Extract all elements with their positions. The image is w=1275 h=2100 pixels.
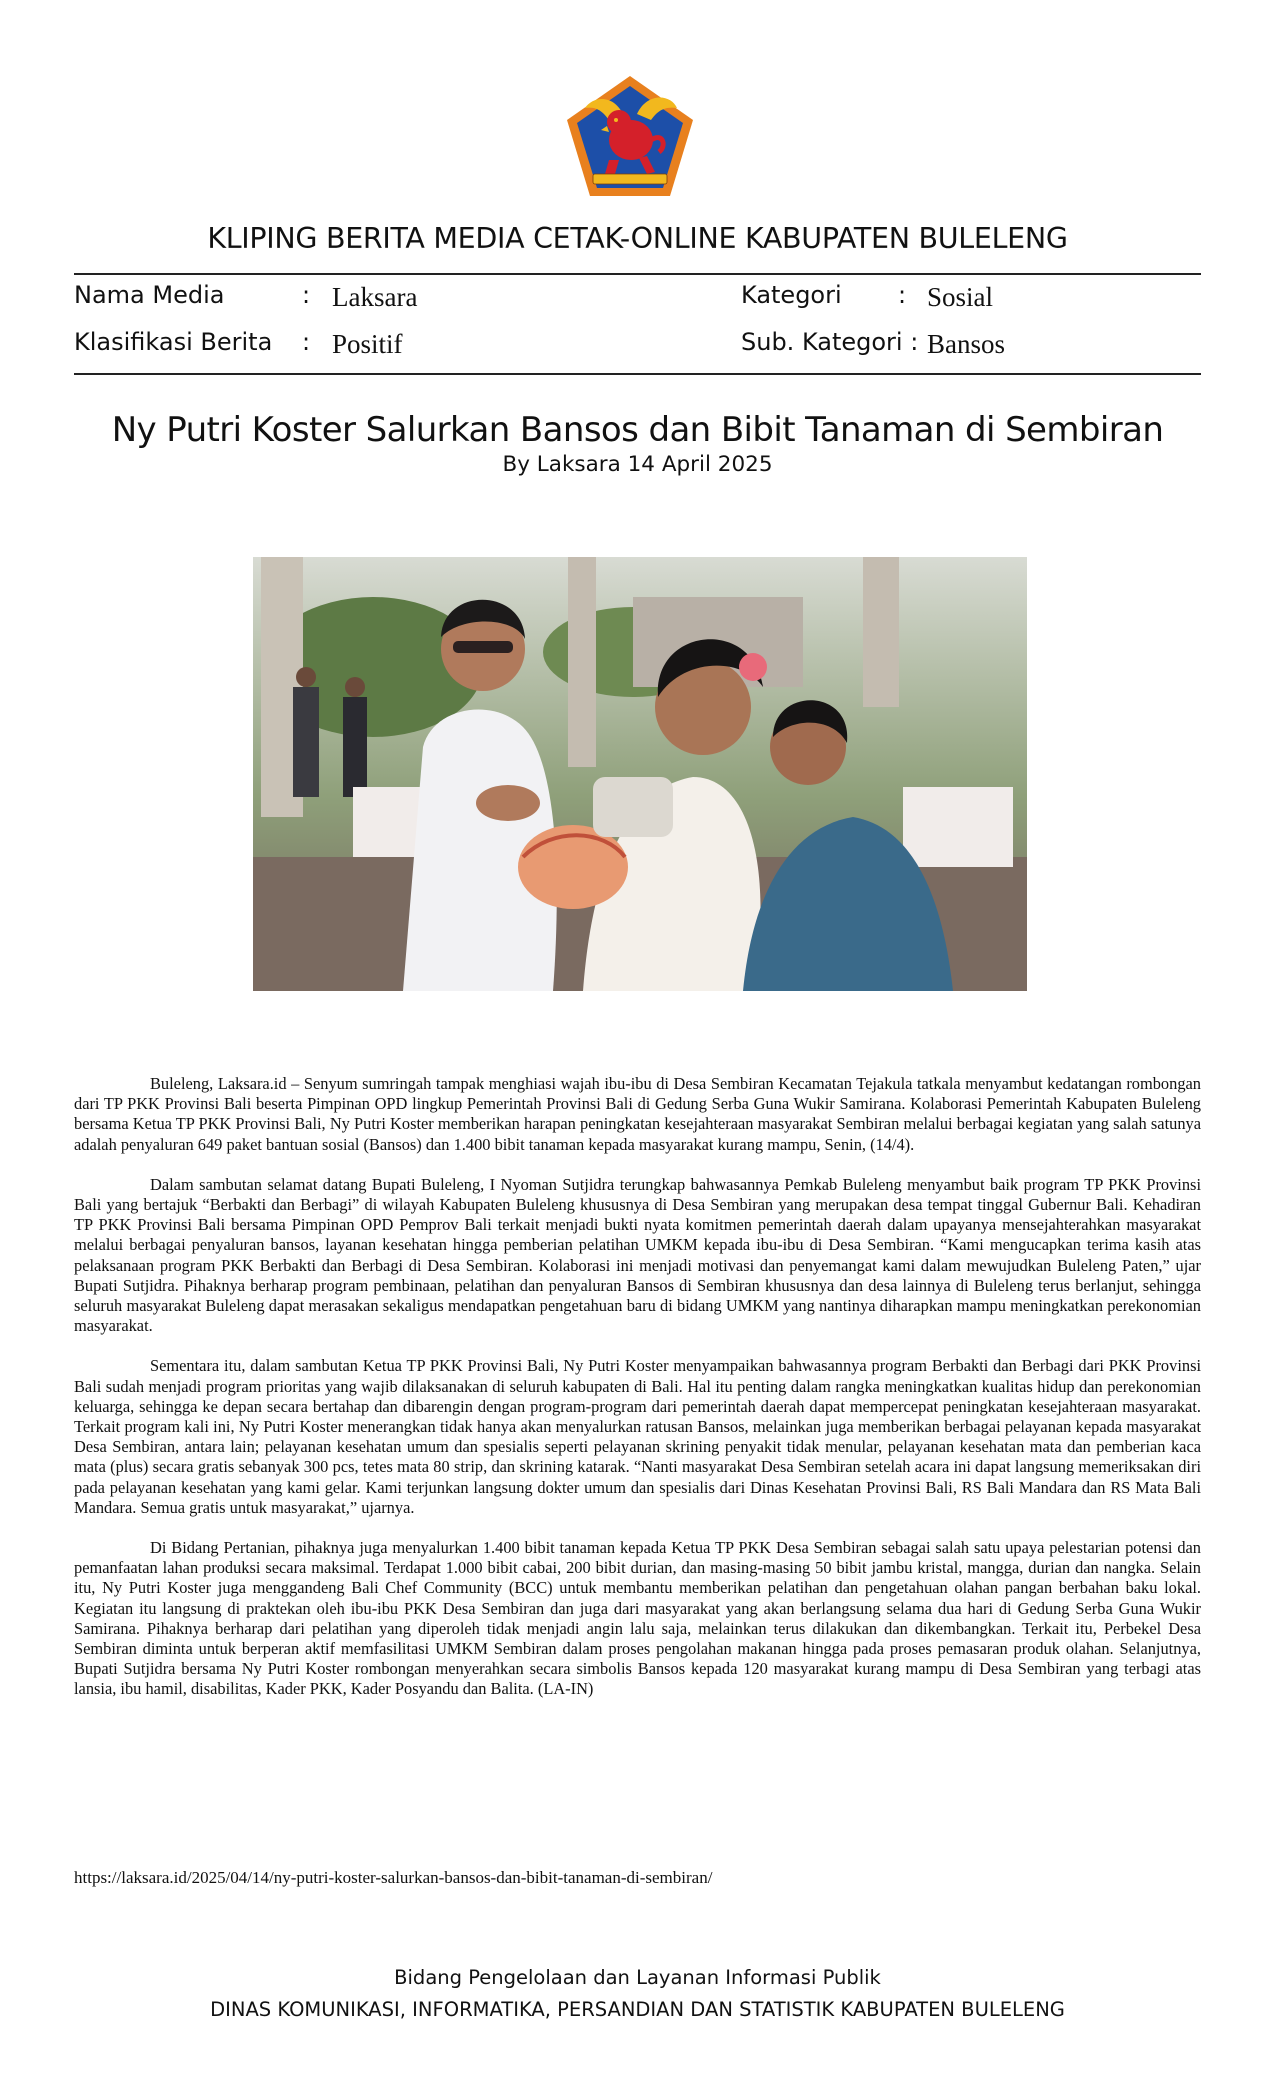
article-paragraph: Dalam sambutan selamat datang Bupati Buleleng, I Nyoman Sutjidra terungkap bahwasannya Pemkab Buleleng menyambut baik program TP PKK Provinsi Bali yang bertajuk “Berbakti dan Berbagi” di wilayah Kabupaten Buleleng khususnya di Desa Sembiran yang merupakan desa tempat tinggal Gubernur Bali. Kehadiran TP PKK Provinsi Bali bersama Pimpinan OPD Pemprov Bali terkait menjadi bukti nyata komitmen pemerintah daerah dalam upayanya mensejahterahkan masyarakat melalui berbagai penyaluran bansos, layanan kesehatan hingga pemberian pelatihan UMKM kepada ibu-ibu di Desa Sembiran. “Kami mengucapkan terima kasih atas pelaksanaan program PKK Berbakti dan Berbagi di Desa Sembiran. Kolaborasi ini menjadi motivasi dan penyemangat kami dalam mewujudkan Buleleng Paten,” ujar Bupati Sutjidra. Pihaknya berharap program pembinaan, pelatihan dan penyaluran Bansos di Sembiran khususnya dan desa lainnya di Buleleng terus berlanjut, sehingga seluruh masyarakat Buleleng dapat merasakan sekaligus mendapatkan pengetahuan baru di bidang UMKM yang nantinya diharapkan mampu meningkatkan perekonomian masyarakat.: [74, 1174, 1201, 1336]
clipping-header-title: KLIPING BERITA MEDIA CETAK-ONLINE KABUPATEN BULELENG: [207, 222, 1068, 255]
article-headline: Ny Putri Koster Salurkan Bansos dan Bibit Tanaman di Sembiran: [111, 410, 1164, 450]
footer-agency: DINAS KOMUNIKASI, INFORMATIKA, PERSANDIAN DAN STATISTIK KABUPATEN BULELENG: [210, 1998, 1065, 2021]
category-label: Kategori: [741, 281, 842, 309]
media-name-value: Laksara: [332, 282, 418, 312]
header-top-divider: [74, 273, 1201, 275]
subcategory-label: Sub. Kategori :: [741, 328, 919, 356]
category-value: Sosial: [927, 282, 994, 312]
article-paragraph: Di Bidang Pertanian, pihaknya juga menyalurkan 1.400 bibit tanaman kepada Ketua TP PKK Desa Sembiran sebagai salah satu upaya pelestarian potensi dan pemanfaatan lahan produksi secara maksimal. Terdapat 1.000 bibit cabai, 200 bibit durian, dan masing-masing 50 bibit jambu kristal, mangga, durian dan nangka. Selain itu, Ny Putri Koster juga menggandeng Bali Chef Community (BCC) untuk membantu memberikan pelatihan dan pengetahuan olahan pangan berbahan baku lokal. Kegiatan itu langsung di praktekan oleh ibu-ibu PKK Desa Sembiran dan juga dari masyarakat yang akan berlangsung selama dua hari di Gedung Serba Guna Wukir Samirana. Pihaknya berharap dari pelatihan yang diperoleh tidak menjadi angin lalu saja, melainkan terus dilakukan dan dikembangkan. Terkait itu, Perbekel Desa Sembiran diminta untuk berperan aktif memfasilitasi UMKM Sembiran dalam proses pengolahan makanan hingga pada proses pemasaran produk olahan. Selanjutnya, Bupati Sutjidra bersama Ny Putri Koster rombongan menyerahkan secara simbolis Bansos kepada 120 masyarakat kurang mampu di Desa Sembiran yang terbagi atas lansia, ibu hamil, disabilitas, Kader PKK, Kader Posyandu dan Balita. (LA-IN): [74, 1538, 1201, 1699]
media-name-colon: :: [302, 281, 311, 309]
article-paragraph: Sementara itu, dalam sambutan Ketua TP PKK Provinsi Bali, Ny Putri Koster menyampaikan bahwasannya program Berbakti dan Berbagi dari PKK Provinsi Bali sudah menjadi program prioritas yang wajib dilaksanakan di seluruh kabupaten di Bali. Hal itu penting dalam rangka meningkatkan kualitas hidup dan perekonomian keluarga, sehingga ke depan secara bertahap dan dibarengin dengan program-program dari pemerintah daerah dapat mempercepat peningkatan kesejahteraan masyarakat. Terkait program kali ini, Ny Putri Koster menerangkan tidak hanya akan menyalurkan ratusan Bansos, melainkan juga memberikan berbagai pelayanan kepada masyarakat Desa Sembiran, antara lain; pelayanan kesehatan umum dan spesialis seperti pelayanan skrining penyakit tidak menular, pelayanan kesehatan mata dan pemberian kaca mata (plus) secara gratis sebanyak 300 pcs, tetes mata 80 strip, dan skrining katarak. “Nanti masyarakat Desa Sembiran setelah acara ini dapat langsung memeriksakan diri pada pelayanan kesehatan yang kami gelar. Kami terjunkan langsung dokter umum dan spesialis dari Dinas Kesehatan Provinsi Bali, RS Bali Mandara dan RS Mata Bali Mandara. Semua gratis untuk masyarakat,” ujarnya.: [74, 1356, 1201, 1517]
footer-department: Bidang Pengelolaan dan Layanan Informasi Publik: [394, 1966, 881, 1989]
article-byline: By Laksara 14 April 2025: [502, 452, 773, 477]
article-photo: [253, 557, 1027, 991]
media-name-label: Nama Media: [74, 281, 225, 309]
classification-value: Positif: [332, 329, 403, 359]
article-paragraph: Buleleng, Laksara.id – Senyum sumringah tampak menghiasi wajah ibu-ibu di Desa Sembiran Kecamatan Tejakula tatkala menyambut kedatangan rombongan dari TP PKK Provinsi Bali beserta Pimpinan OPD lingkup Pemerintah Provinsi Bali di Gedung Serba Guna Wukir Samirana. Kolaborasi Pemerintah Kabupaten Buleleng bersama Ketua TP PKK Provinsi Bali, Ny Putri Koster memberikan harapan peningkatan kesejahteraan masyarakat Sembiran melalui berbagai kegiatan yang salah satunya adalah penyaluran 649 paket bantuan sosial (Bansos) dan 1.400 bibit tanaman kepada masyarakat kurang mampu, Senin, (14/4).: [74, 1074, 1201, 1154]
category-colon: :: [898, 281, 907, 309]
classification-colon: :: [302, 328, 311, 356]
buleleng-regency-logo: [563, 74, 697, 200]
logo-emblem-icon: [563, 74, 697, 200]
source-url: https://laksara.id/2025/04/14/ny-putri-koster-salurkan-bansos-dan-bibit-tanaman-di-sembiran/: [74, 1868, 713, 1887]
header-bottom-divider: [74, 373, 1201, 375]
classification-label: Klasifikasi Berita: [74, 328, 273, 356]
article-body: [74, 1074, 1201, 1720]
subcategory-value: Bansos: [927, 329, 1006, 359]
